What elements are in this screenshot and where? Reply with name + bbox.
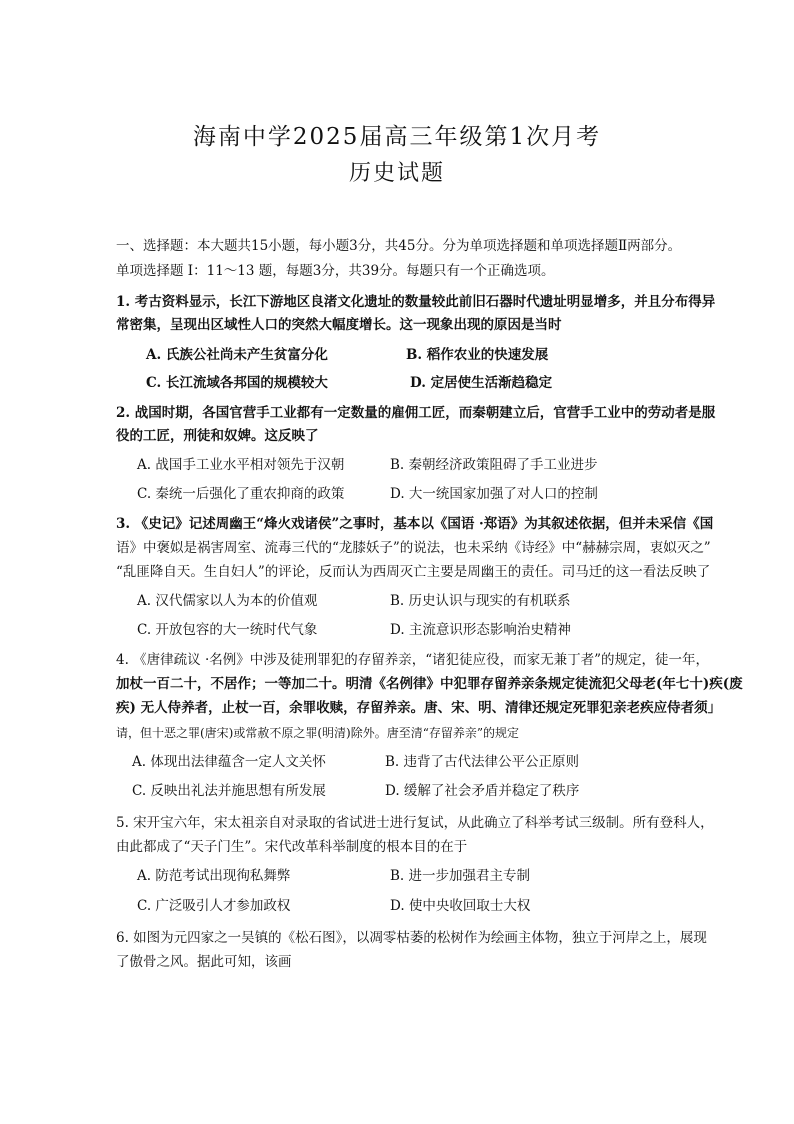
question-2-option-a: A. 战国手工业水平相对领先于汉朝: [137, 457, 345, 473]
question-4-stem-line-2: 加杖一百二十，不居作；一等加二十。明清《名例律》中犯罪存留养亲条规定徒流犯父母老(年七十)疾(废: [116, 676, 743, 692]
question-2-stem-line-2: 役的工匠，刑徒和奴婢。这反映了: [116, 428, 319, 444]
question-4-stem-line-4: 请，但十恶之罪(唐宋)或常赦不原之罪(明清)除外。唐至清“存留养亲”的规定: [116, 726, 519, 740]
question-1-option-a: A. 氏族公社尚未产生贫富分化: [146, 347, 328, 363]
question-2-option-b: B. 秦朝经济政策阻碍了手工业进步: [390, 457, 598, 473]
question-4-stem-line-1: 4. 《唐律疏议 ·名例》中涉及徒刑罪犯的存留养亲，“诸犯徒应役，而家无兼丁者”的规定，徒一年，: [116, 652, 710, 668]
question-5-option-d: D. 使中央收回取士大权: [390, 898, 531, 914]
section-instruction-line-1: 一、选择题：本大题共15小题，每小题3分，共45分。分为单项选择题和单项选择题Ⅱ两部分。: [116, 238, 682, 254]
question-5-option-c: C. 广泛吸引人才参加政权: [137, 898, 291, 914]
question-5-stem-line-1: 5. 宋开宝六年，宋太祖亲自对录取的省试进士进行复试，从此确立了科举考试三级制。所有登科人，: [116, 815, 714, 831]
question-3-option-d: D. 主流意识形态影响治史精神: [390, 622, 571, 638]
question-4-option-d: D. 缓解了社会矛盾并稳定了秩序: [385, 783, 580, 799]
question-1-option-d: D. 定居使生活渐趋稳定: [410, 375, 553, 391]
question-1-stem-line-2: 常密集，呈现出区域性人口的突然大幅度增长。这一现象出现的原因是当时: [116, 317, 562, 333]
section-instruction-line-2: 单项选择题 I：11～13 题，每题3分，共39分。每题只有一个正确选项。: [116, 263, 555, 279]
question-1-option-c: C. 长江流域各邦国的规模较大: [146, 375, 328, 391]
question-6-stem-line-2: 了傲骨之风。据此可知，该画: [116, 954, 292, 970]
exam-title: 海南中学2025届高三年级第1次月考: [192, 124, 602, 150]
question-3-stem-line-2: 语》中褒姒是祸害周室、流毒三代的“龙膝妖子”的说法，也未采纳《诗经》中“赫赫宗周，衷姒灭之”: [116, 540, 711, 556]
question-3-stem-line-3: “乱匪降自天。生自妇人”的评论，反而认为西周灭亡主要是周幽王的责任。司马迁的这一看法反映了: [116, 564, 711, 580]
question-3-stem-line-1: 3. 《史记》记述周幽王“烽火戏诸侯”之事时，基本以《国语 ·郑语》为其叙述依据，但并未采信《国: [116, 516, 714, 532]
question-5-option-a: A. 防范考试出现徇私舞弊: [137, 868, 291, 884]
question-6-stem-line-1: 6. 如图为元四家之一吴镇的《松石图》，以凋零枯萎的松树作为绘画主体物，独立于河岸之上，展现: [116, 930, 707, 946]
question-5-stem-line-2: 由此都成了“天子门生”。宋代改革科举制度的根本目的在于: [116, 839, 468, 855]
exam-subtitle: 历史试题: [348, 161, 445, 186]
question-3-option-b: B. 历史认识与现实的有机联系: [390, 593, 571, 609]
question-1-stem-line-1: 1. 考古资料显示，长江下游地区良渚文化遗址的数量较此前旧石器时代遗址明显增多，并且分布得异: [116, 294, 716, 310]
question-4-option-c: C. 反映出礼法并施思想有所发展: [132, 783, 326, 799]
question-4-stem-line-3: 疾) 无人侍养者，止杖一百，余罪收赎，存留养亲。唐、宋、明、清律还规定死罪犯亲老疾应侍者须」: [116, 700, 722, 716]
question-5-option-b: B. 进一步加强君主专制: [390, 868, 531, 884]
question-3-option-a: A. 汉代儒家以人为本的价值观: [137, 593, 318, 609]
question-2-option-c: C. 秦统一后强化了重农抑商的政策: [137, 486, 345, 502]
question-4-option-a: A. 体现出法律蕴含一定人文关怀: [132, 754, 326, 770]
question-2-stem-line-1: 2. 战国时期，各国官营手工业都有一定数量的雇佣工匠，而秦朝建立后，官营手工业中的劳动者是服: [116, 405, 716, 421]
question-3-option-c: C. 开放包容的大一统时代气象: [137, 622, 318, 638]
question-4-option-b: B. 违背了古代法律公平公正原则: [385, 754, 580, 770]
question-2-option-d: D. 大一统国家加强了对人口的控制: [390, 486, 598, 502]
question-1-option-b: B. 稻作农业的快速发展: [406, 347, 549, 363]
